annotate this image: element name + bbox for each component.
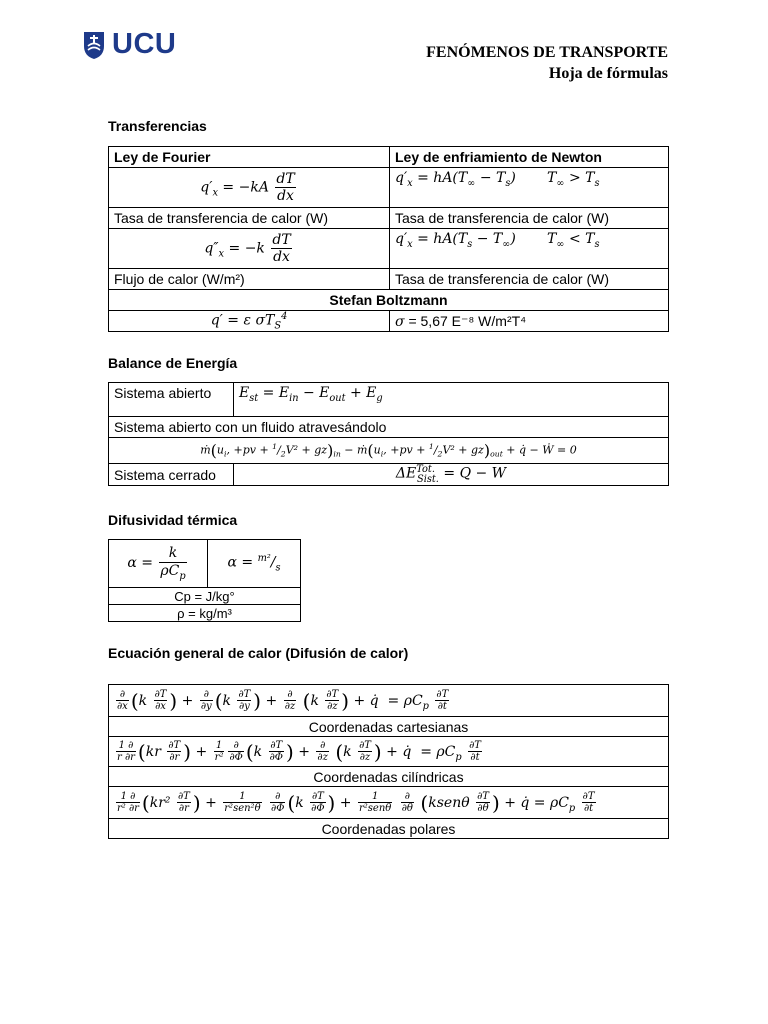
- open-system-label: Sistema abierto: [109, 383, 234, 417]
- closed-system-label: Sistema cerrado: [109, 464, 234, 486]
- open-system-formula: $E_{st} = E_{in} - E_{out} + E_g$: [234, 383, 669, 417]
- ucu-logo: [82, 28, 192, 64]
- table-row: [109, 269, 669, 290]
- fourier-label-1: Tasa de transferencia de calor (W): [109, 208, 390, 229]
- cylindrical-formula: $\frac{1 \partial}{r \partial r}$ (kr $\frac{\partial T}{\partial r}$ ) + $\frac{1}{\text{r²}}$ $\frac{\partial}{\partial\Phi}$ (k $\frac{\partial T}{\partial\Phi}$ ) + $\frac{\partial}{\partial z}$ (k $\frac{\partial T}{\partial z}$ ) + q̇ = $\rho C_p$ $\frac{\partial T}{\partial t}$: [109, 737, 669, 767]
- fourier-formula: $q'_x = -kA$ $\frac{dT}{dx}$: [109, 168, 390, 208]
- open-fluid-formula: $ṁ(u_i$, $+pv + ^1/_2V^2 + gz)_{in}$ − $ṁ(u_i$, $+pv + ^1/_2V^2 + gz)_{out}$ + q̇ − Ẇ = 0: [109, 438, 669, 464]
- table-row: [109, 737, 669, 767]
- table-row: [109, 311, 669, 332]
- sigma-cell: σ = 5,67 E⁻⁸ W/m²T⁴: [390, 311, 669, 332]
- polar-formula: $\frac{1 \partial}{\text{r² ∂r}}$ (kr² $\frac{\partial T}{\partial r}$ ) + $\frac{1}{\text{r²sen²θ}}$ $\frac{\partial}{\partial\Phi}$ (k $\frac{\partial T}{\partial\Phi}$ ) + $\frac{1}{\text{r²senθ}}$ $\frac{\partial}{\partial\theta}$ (ksenθ $\frac{\partial T}{\partial\theta}$ ) + q̇ = $\rho C_p$ $\frac{\partial T}{\partial t}$: [109, 787, 669, 819]
- newton-formula-1: $q'_x = hA(T_\infty - T_s)$ $T_\infty > T_s$: [390, 168, 669, 208]
- table-row: [109, 819, 669, 839]
- sigma-value: = 5,67 E⁻⁸ W/m²T⁴: [408, 312, 527, 329]
- section-heading-transferencias: Transferencias: [108, 118, 207, 134]
- cartesian-formula: $\frac{\partial}{\partial x}$ (k $\frac{\partial T}{\partial x}$ ) + $\frac{\partial}{\partial y}$ (k $\frac{\partial T}{\partial y}$ ) + $\frac{\partial}{\partial z}$ (k $\frac{\partial T}{\partial z}$ ) + q̇ = $\rho C_p$ $\frac{\partial T}{\partial t}$: [109, 685, 669, 717]
- table-row: [109, 383, 669, 417]
- transferencias-table: [108, 146, 669, 332]
- table-row: [109, 290, 669, 311]
- newton-label-1: Tasa de transferencia de calor (W): [390, 208, 669, 229]
- table-row: [109, 767, 669, 787]
- closed-system-formula: $\Delta E^{Tot.}_{Sist.} = Q - W$: [234, 464, 669, 486]
- cartesian-label: Coordenadas cartesianas: [109, 717, 669, 737]
- polar-label: Coordenadas polares: [109, 819, 669, 839]
- table-row: [109, 438, 669, 464]
- table-row: [109, 540, 301, 588]
- fourier-title: Ley de Fourier: [109, 147, 390, 168]
- table-row: [109, 168, 669, 208]
- boltzmann-title: Stefan Boltzmann: [109, 290, 669, 311]
- heat-flux-formula: $q''_x = -k$ $\frac{dT}{dx}$: [109, 229, 390, 269]
- logo-text: UCU: [112, 28, 177, 60]
- newton-formula-2: $q'_x = hA(T_s - T_\infty)$ $T_\infty < T_s$: [390, 229, 669, 269]
- section-heading-difusividad: Difusividad térmica: [108, 512, 238, 528]
- newton-title: Ley de enfriamiento de Newton: [390, 147, 669, 168]
- shield-icon: [82, 30, 106, 60]
- cp-units: Cp = J/kg°: [109, 588, 301, 605]
- table-row: [109, 717, 669, 737]
- newton-label-2: Tasa de transferencia de calor (W): [390, 269, 669, 290]
- table-row: [109, 464, 669, 486]
- table-row: [109, 417, 669, 438]
- table-row: [109, 685, 669, 717]
- alpha-formula: α = $\frac{k}{\rho C_p}$: [109, 540, 208, 588]
- section-heading-balance: Balance de Energía: [108, 355, 238, 371]
- rho-units: ρ = kg/m³: [109, 605, 301, 622]
- alpha-units: $\alpha = ^{m^2}/_s$: [208, 540, 301, 588]
- balance-table: [108, 382, 669, 486]
- document-header: [426, 42, 668, 84]
- difusividad-table: [108, 539, 301, 622]
- table-row: [109, 208, 669, 229]
- table-row: [109, 787, 669, 819]
- cylindrical-label: Coordenadas cilíndricas: [109, 767, 669, 787]
- table-row: [109, 229, 669, 269]
- boltzmann-formula: q′ = ε $\sigma T_S^4$: [109, 311, 390, 332]
- page-subtitle: Hoja de fórmulas: [548, 65, 668, 82]
- table-row: [109, 147, 669, 168]
- open-fluid-label: Sistema abierto con un fluido atravesándolo: [109, 417, 669, 438]
- page-title: FENÓMENOS DE TRANSPORTE: [426, 44, 668, 61]
- table-row: [109, 588, 301, 605]
- table-row: [109, 605, 301, 622]
- fourier-label-2: Flujo de calor (W/m²): [109, 269, 390, 290]
- section-heading-ecuacion: Ecuación general de calor (Difusión de calor): [108, 645, 409, 661]
- ecuacion-table: [108, 684, 669, 839]
